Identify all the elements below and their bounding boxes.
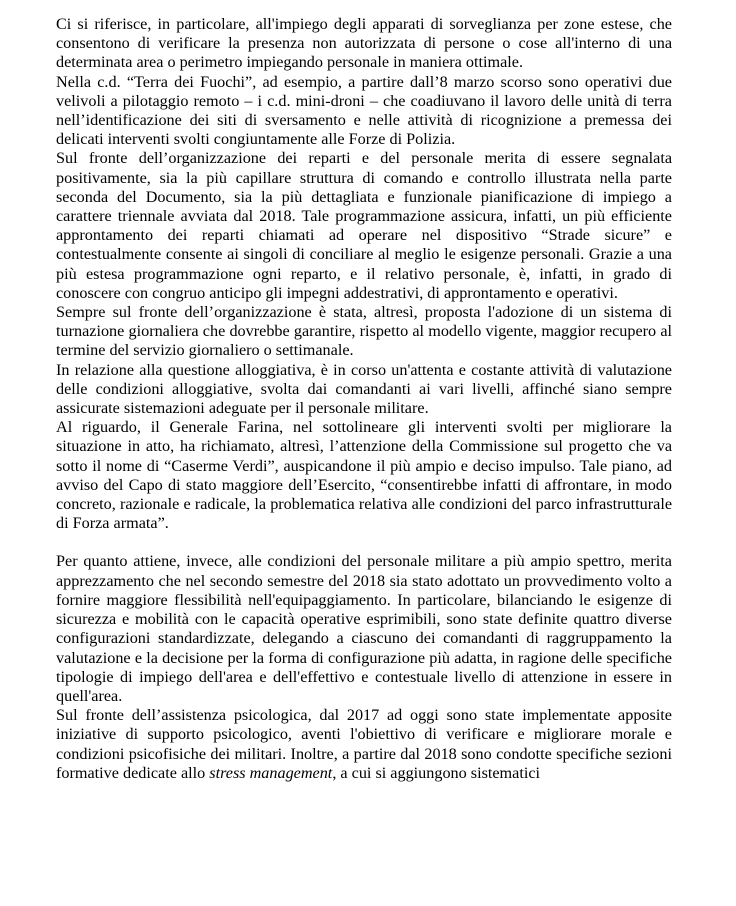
paragraph-8 <box>56 706 672 783</box>
paragraph-6: Al riguardo, il Generale Farina, nel sottolineare gli interventi svolti per migliorare la situazione in atto, ha richiamato, altresì, l’attenzione della Commissione sul progetto che va sotto il nome di “Caserme Verdi”, auspicandone il più ampio e deciso impulso. Tale piano, ad avviso del Capo di stato maggiore dell’Esercito, “consentirebbe infatti di affrontare, in modo concreto, razionale e radicale, la problematica relativa alle condizioni del parco infrastrutturale di Forza armata”. <box>56 418 672 533</box>
document-page <box>56 15 672 783</box>
paragraph-4: Sempre sul fronte dell’organizzazione è stata, altresì, proposta l'adozione di un sistema di turnazione giornaliera che dovrebbe garantire, rispetto al modello vigente, maggior recupero al termine del servizio giornaliero o settimanale. <box>56 303 672 360</box>
paragraph-3: Sul fronte dell’organizzazione dei reparti e del personale merita di essere segnalata positivamente, sia la più capillare struttura di comando e controllo illustrata nella parte seconda del Documento, sia la più dettagliata e funzionale pianificazione di impiego a carattere triennale avviata dal 2018. Tale programmazione assicura, infatti, un più efficiente approntamento dei reparti chiamati ad operare nel dispositivo “Strade sicure” e contestualmente consente ai singoli di conciliare al meglio le esigenze personali. Grazie a una più estesa programmazione ogni reparto, e il relativo personale, è, infatti, in grado di conoscere con congruo anticipo gli impegni addestrativi, di approntamento e operativi. <box>56 149 672 302</box>
paragraph-1: Ci si riferisce, in particolare, all'impiego degli apparati di sorveglianza per zone estese, che consentono di verificare la presenza non autorizzata di persone o cose all'interno di una determinata area o perimetro impiegando personale in maniera ottimale. <box>56 15 672 72</box>
paragraph-7: Per quanto attiene, invece, alle condizioni del personale militare a più ampio spettro, merita apprezzamento che nel secondo semestre del 2018 sia stato adottato un provvedimento volto a fornire maggiore flessibilità nell'equipaggiamento. In particolare, bilanciando le esigenze di sicurezza e mobilità con le capacità operative esprimibili, sono state definite quattro diverse configurazioni standardizzate, delegando a ciascuno dei comandanti di raggruppamento la valutazione e la decisione per la forma di configurazione più adatta, in ragione delle specifiche tipologie di impiego dell'area e dell'effettivo e contestuale livello di attenzione in essere in quell'area. <box>56 552 672 705</box>
paragraph-8-tail: , a cui si aggiungono sistematici <box>332 763 541 782</box>
paragraph-8-italic-term: stress management <box>209 763 333 782</box>
paragraph-8-text: Sul fronte dell’assistenza psicologica, dal 2017 ad oggi sono state implementate apposite iniziative di supporto psicologico, aventi l'obiettivo di verificare e migliorare morale e condizioni psicofisiche dei militari. Inoltre, a partire dal 2018 sono condotte specifiche sezioni formative dedicate allo <box>56 706 672 782</box>
paragraph-2: Nella c.d. “Terra dei Fuochi”, ad esempio, a partire dall’8 marzo scorso sono operativi due velivoli a pilotaggio remoto – i c.d. mini-droni – che coadiuvano il lavoro delle unità di terra nell’identificazione dei siti di sversamento e nelle attività di ricognizione a premessa dei delicati interventi svolti congiuntamente alle Forze di Polizia. <box>56 72 672 149</box>
paragraph-5: In relazione alla questione alloggiativa, è in corso un'attenta e costante attività di valutazione delle condizioni alloggiative, svolta dai comandanti ai vari livelli, affinché siano sempre assicurate sistemazioni adeguate per il personale militare. <box>56 360 672 418</box>
